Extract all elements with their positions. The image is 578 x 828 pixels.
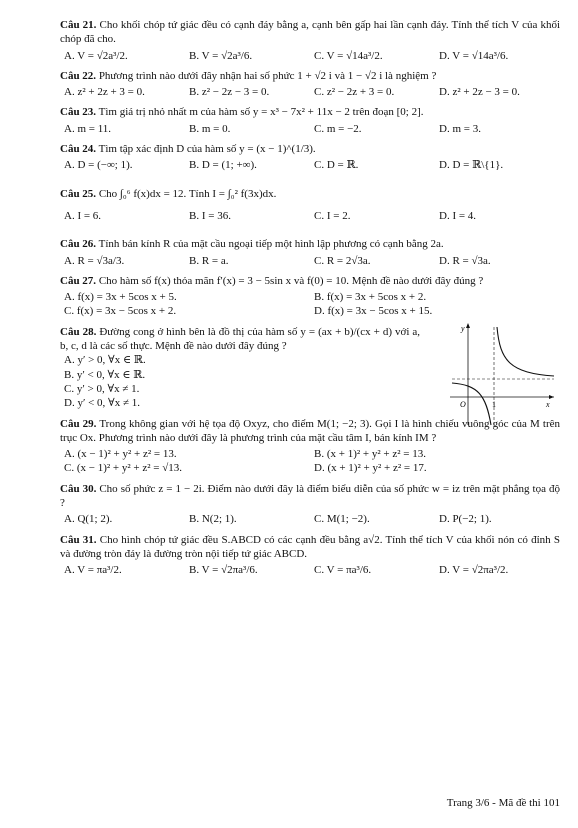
option-d[interactable]: D. P(−2; 1). (439, 513, 492, 526)
option-a[interactable]: A. I = 6. (64, 209, 102, 222)
option-c[interactable]: C. V = √14a³/2. (314, 49, 383, 62)
question-number: Câu 22. (60, 69, 97, 82)
question-number: Câu 27. (60, 274, 97, 287)
question-21 (60, 18, 560, 63)
option-c[interactable]: C. I = 2. (314, 209, 351, 222)
option-d[interactable]: D. f(x) = 3x − 5cos x + 15. (314, 305, 433, 318)
question-number: Câu 23. (60, 106, 97, 119)
option-a[interactable]: A. y′ > 0, ∀x ∈ ℝ. (64, 354, 146, 367)
y-label: y (461, 323, 465, 333)
question-number: Câu 30. (60, 482, 97, 495)
question-stem: Tìm giá trị nhỏ nhất m của hàm số y = x³ − 7x² + 11x − 2 trên đoạn [0; 2]. (98, 106, 424, 119)
option-b[interactable]: B. N(2; 1). (189, 513, 237, 526)
question-24 (60, 142, 560, 173)
question-stem: Trong không gian với hệ tọa độ Oxyz, cho điểm M(1; −2; 3). Gọi I là hình chiếu vuông góc của M trên trục Ox. Phương trình nào dưới đây là phương trình của mặt cầu tâm I, bán kính IM ? (60, 417, 560, 444)
option-c[interactable]: C. z² − 2z + 3 = 0. (314, 86, 395, 99)
option-d[interactable]: D. I = 4. (439, 209, 477, 222)
option-a[interactable]: A. m = 11. (64, 122, 112, 135)
tick-label-1: 1 (492, 399, 496, 409)
option-a[interactable]: A. Q(1; 2). (64, 513, 113, 526)
option-c[interactable]: C. M(1; −2). (314, 513, 370, 526)
option-a[interactable]: A. D = (−∞; 1). (64, 159, 133, 172)
option-d[interactable]: D. V = √2πa³/2. (439, 564, 509, 577)
option-d[interactable]: D. (x + 1)² + y² + z² = 17. (314, 462, 427, 475)
option-d[interactable]: D. R = √3a. (439, 254, 491, 267)
option-a[interactable]: A. V = √2a³/2. (64, 49, 128, 62)
option-d[interactable]: D. y′ < 0, ∀x ≠ 1. (64, 397, 140, 410)
question-30 (60, 482, 560, 527)
option-d[interactable]: D. z² + 2z − 3 = 0. (439, 86, 520, 99)
question-stem: Phương trình nào dưới đây nhận hai số phức 1 + √2 i và 1 − √2 i là nghiệm ? (98, 69, 437, 82)
y-axis-arrow (466, 323, 470, 328)
option-a[interactable]: A. V = πa³/2. (64, 564, 122, 577)
option-b[interactable]: B. y′ < 0, ∀x ∈ ℝ. (64, 368, 146, 381)
option-b[interactable]: B. z² − 2z − 3 = 0. (189, 86, 270, 99)
question-25 (60, 187, 560, 224)
function-graph (448, 321, 556, 429)
question-stem: Tính bán kính R của mặt cầu ngoại tiếp một hình lập phương có cạnh bằng 2a. (98, 238, 444, 251)
option-b[interactable]: B. m = 0. (189, 122, 231, 135)
question-number: Câu 29. (60, 417, 97, 430)
question-stem: Cho khối chóp tứ giác đều có cạnh đáy bằng a, cạnh bên gấp hai lần cạnh đáy. Tính thể tích V của khối chóp đã cho. (60, 19, 561, 46)
question-number: Câu 26. (60, 238, 97, 251)
option-c[interactable]: C. R = 2√3a. (314, 254, 371, 267)
option-b[interactable]: B. V = √2a³/6. (189, 49, 253, 62)
option-b[interactable]: B. I = 36. (189, 209, 231, 222)
option-b[interactable]: B. R = a. (189, 254, 229, 267)
option-d[interactable]: D. V = √14a³/6. (439, 49, 509, 62)
option-c[interactable]: C. m = −2. (314, 122, 362, 135)
option-c[interactable]: C. V = πa³/6. (314, 564, 372, 577)
question-number: Câu 24. (60, 143, 97, 156)
option-c[interactable]: C. (x − 1)² + y² + z² = √13. (64, 462, 183, 475)
option-c[interactable]: C. y′ > 0, ∀x ≠ 1. (64, 382, 140, 395)
question-stem: Cho số phức z = 1 − 2i. Điểm nào dưới đây là điểm biểu diễn của số phức w = iz trên mặt phẳng tọa độ ? (60, 482, 560, 510)
question-27 (60, 274, 560, 319)
question-number: Câu 28. (60, 325, 97, 338)
question-number: Câu 31. (60, 533, 97, 546)
question-number: Câu 25. (60, 187, 97, 200)
question-22 (60, 69, 560, 100)
page-footer: Trang 3/6 - Mã đề thi 101 (446, 797, 560, 809)
option-a[interactable]: A. (x − 1)² + y² + z² = 13. (64, 448, 177, 461)
question-31 (60, 533, 560, 578)
question-stem: Đường cong ở hình bên là đồ thị của hàm số y = (ax + b)/(cx + d) với a, b, c, d là các số thực. Mệnh đề nào dưới đây đúng ? (60, 325, 421, 353)
question-stem: Tìm tập xác định D của hàm số y = (x − 1)^(1/3). (98, 143, 316, 156)
exam-page (60, 18, 560, 584)
option-d[interactable]: D. m = 3. (439, 122, 481, 135)
option-b[interactable]: B. V = √2πa³/6. (189, 564, 258, 577)
option-b[interactable]: B. (x + 1)² + y² + z² = 13. (314, 448, 427, 461)
option-a[interactable]: A. z² + 2z + 3 = 0. (64, 86, 145, 99)
question-23 (60, 105, 560, 136)
curve-right-branch (497, 327, 554, 376)
question-stem: Cho hàm số f(x) thỏa mãn f′(x) = 3 − 5sin x và f(0) = 10. Mệnh đề nào dưới đây đúng ? (98, 274, 484, 287)
option-a[interactable]: A. R = √3a/3. (64, 254, 125, 267)
curve-left-branch (452, 383, 491, 425)
question-26 (60, 237, 560, 268)
option-b[interactable]: B. D = (1; +∞). (189, 159, 257, 172)
option-a[interactable]: A. f(x) = 3x + 5cos x + 5. (64, 291, 177, 304)
x-axis-arrow (549, 395, 554, 399)
question-number: Câu 21. (60, 19, 97, 31)
question-stem: Cho ∫₀⁶ f(x)dx = 12. Tính I = ∫₀² f(3x)dx. (98, 187, 277, 200)
question-28 (60, 325, 560, 411)
option-b[interactable]: B. f(x) = 3x + 5cos x + 2. (314, 291, 427, 304)
option-c[interactable]: C. f(x) = 3x − 5cos x + 2. (64, 305, 177, 318)
x-label: x (546, 399, 550, 409)
origin-label: O (460, 399, 466, 409)
question-stem: Cho hình chóp tứ giác đều S.ABCD có các cạnh đều bằng a√2. Tính thể tích V của khối nón có đỉnh S và đường tròn đáy là đường tròn nội tiếp tứ giác ABCD. (60, 533, 561, 560)
option-c[interactable]: C. D = ℝ. (314, 159, 359, 172)
option-d[interactable]: D. D = ℝ\{1}. (439, 159, 504, 172)
